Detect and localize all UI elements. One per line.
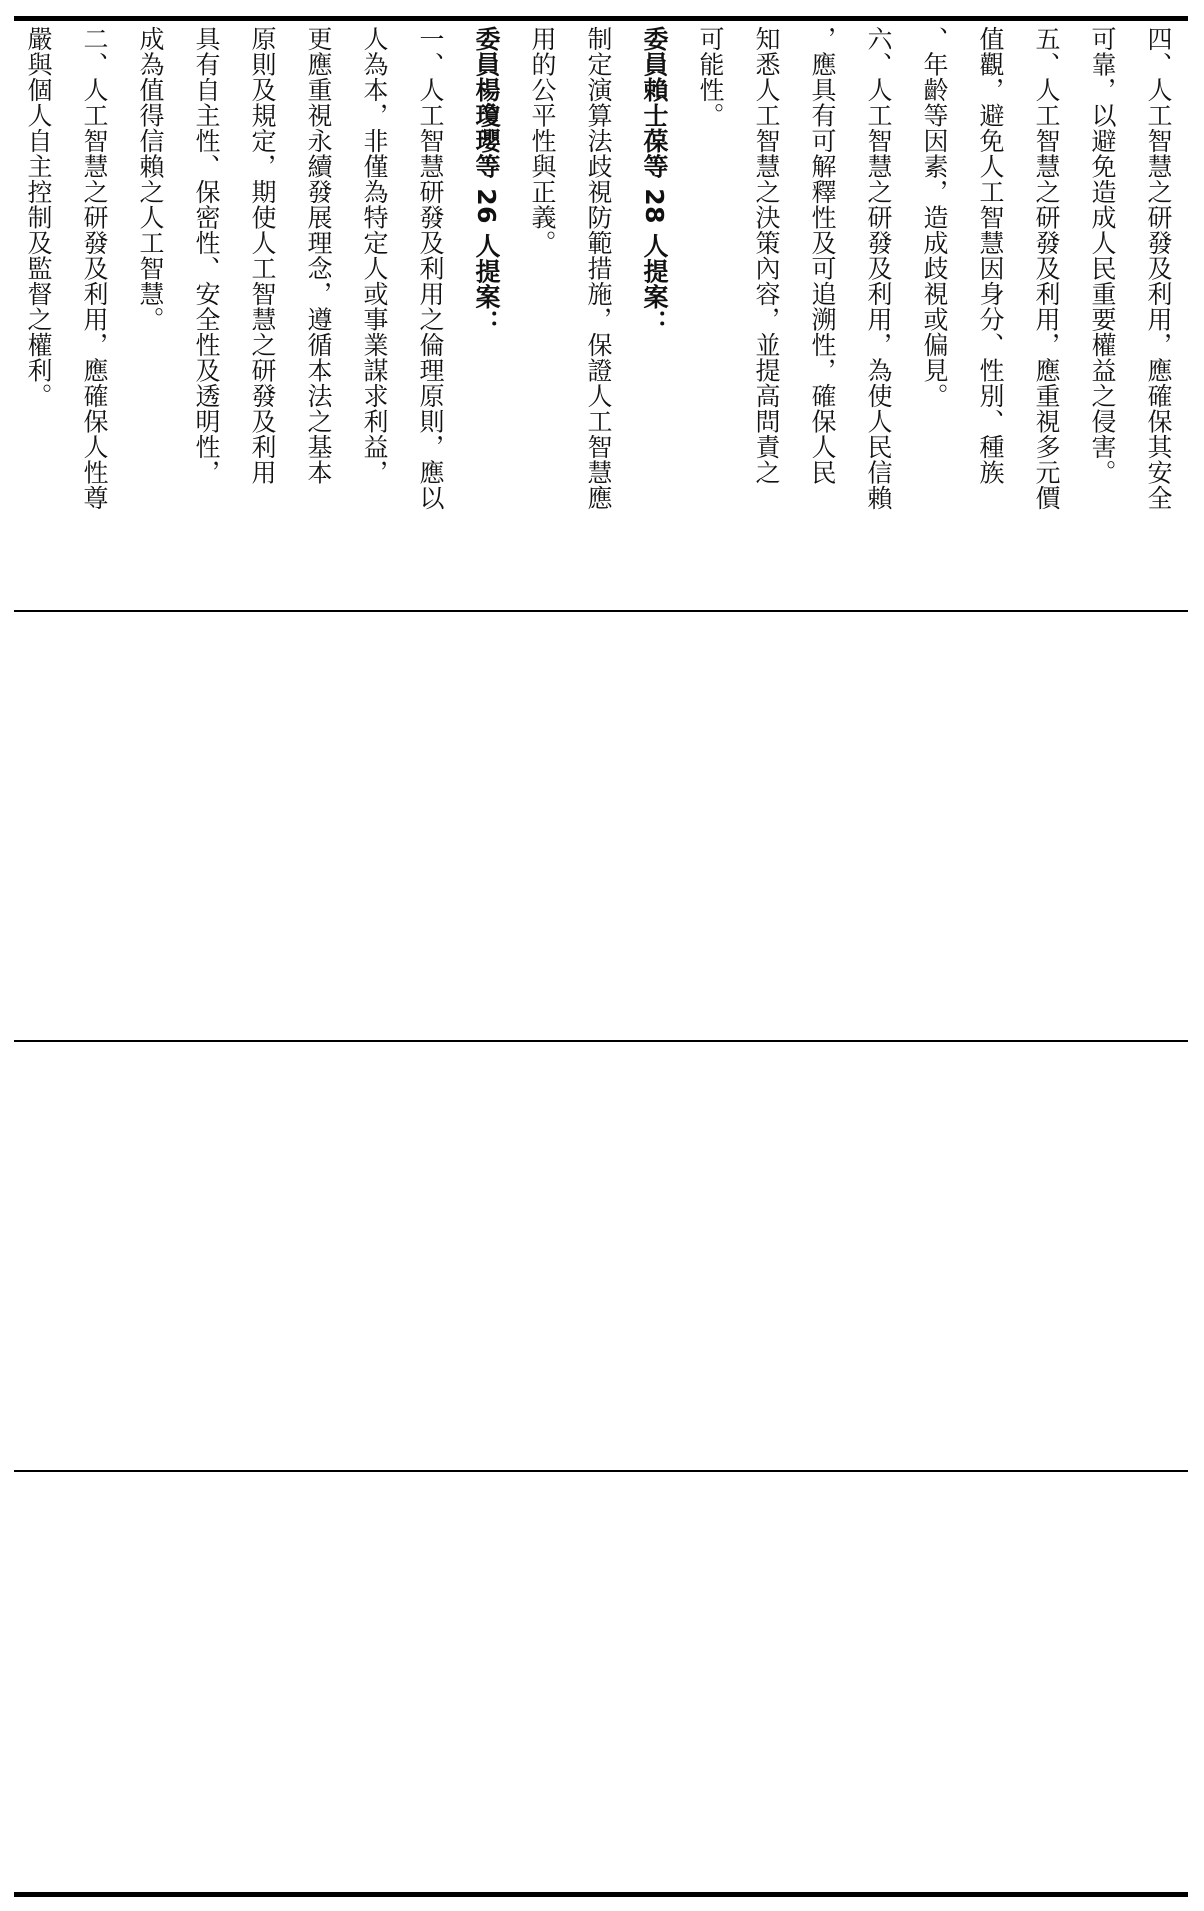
text-line: 具有自主性、保密性、安全性及透明性， bbox=[192, 26, 221, 485]
text-line: 原則及規定，期使人工智慧之研發及利用 bbox=[248, 26, 277, 485]
text-line bbox=[0, 26, 10, 601]
table-bottom-rule bbox=[14, 1892, 1188, 1897]
text-line: 二、人工智慧之研發及利用，應確保人性尊 bbox=[80, 26, 109, 511]
empty-cell-1 bbox=[14, 612, 1188, 1040]
explanation-text-cell bbox=[26, 26, 1186, 601]
empty-cell-3 bbox=[14, 1472, 1188, 1892]
text-line: 五、人工智慧之研發及利用，應重視多元價 bbox=[1032, 26, 1061, 511]
text-line: 嚴與個人自主控制及監督之權利。 bbox=[24, 26, 53, 409]
text-line: 一、人工智慧研發及利用之倫理原則，應以 bbox=[416, 26, 445, 511]
text-line: 四、人工智慧之研發及利用，應確保其安全 bbox=[1144, 26, 1173, 511]
empty-cell-2 bbox=[14, 1042, 1188, 1470]
text-line: 成為值得信賴之人工智慧。 bbox=[136, 26, 165, 332]
text-line: 可靠，以避免造成人民重要權益之侵害。 bbox=[1088, 26, 1117, 485]
text-line: 六、人工智慧之研發及利用，為使人民信賴 bbox=[864, 26, 893, 511]
text-line: 人為本，非僅為特定人或事業謀求利益， bbox=[360, 26, 389, 485]
text-line: 制定演算法歧視防範措施，保證人工智慧應 bbox=[584, 26, 613, 511]
proposal-heading: 委員楊瓊瓔等 26 人提案： bbox=[472, 26, 501, 336]
table-top-rule bbox=[14, 16, 1188, 21]
text-line: 知悉人工智慧之決策內容，並提高問責之 bbox=[752, 26, 781, 485]
text-line: 用的公平性與正義。 bbox=[528, 26, 557, 256]
text-line: 可能性。 bbox=[696, 26, 725, 128]
proposal-heading: 委員賴士葆等 28 人提案： bbox=[640, 26, 669, 336]
text-line: 更應重視永續發展理念，遵循本法之基本 bbox=[304, 26, 333, 485]
text-line: 值觀，避免人工智慧因身分、性別、種族 bbox=[976, 26, 1005, 485]
text-line: 、年齡等因素，造成歧視或偏見。 bbox=[920, 26, 949, 409]
text-line: ，應具有可解釋性及可追溯性，確保人民 bbox=[808, 26, 837, 485]
